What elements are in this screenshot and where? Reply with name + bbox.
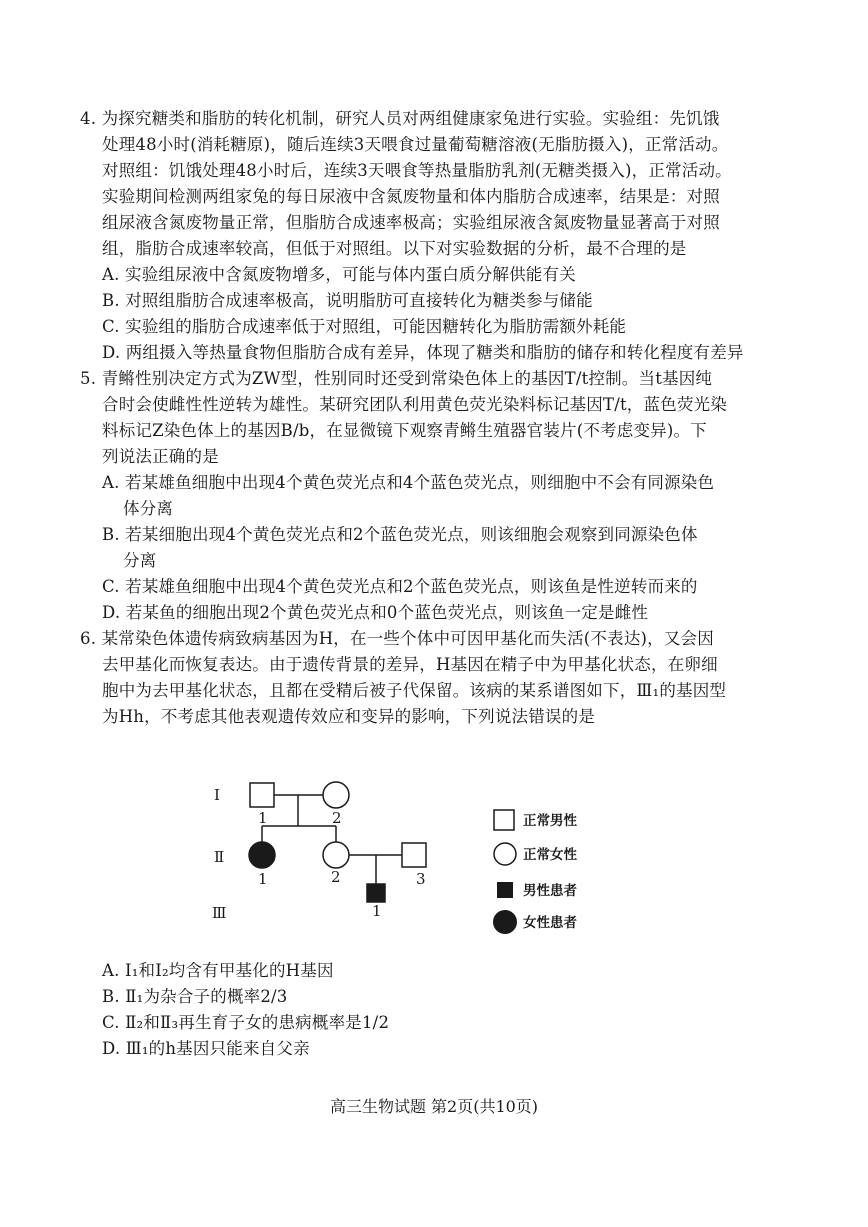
legend-normal-male-icon [494,810,514,830]
q5-option-d: D. 若某鱼的细胞出现2个黄色荧光点和0个蓝色荧光点，则该鱼一定是雌性 [102,603,649,622]
q6-line-4: 为Hh，不考虑其他表观遗传效应和变异的影响，下列说法错误的是 [102,707,596,726]
individual-i2-circle [323,782,349,808]
q4-line-6: 组，脂肪合成速率较高，但低于对照组。以下对实验数据的分析，最不合理的是 [102,239,687,258]
q4-line-4: 实验期间检测两组家兔的每日尿液中含氮废物量和体内脂肪合成速率，结果是：对照 [102,187,720,206]
q4-line-1: 4. 为探究糖类和脂肪的转化机制，研究人员对两组健康家兔进行实验。实验组：先饥饿 [80,109,720,128]
generation-label-iii: Ⅲ [212,904,227,922]
q4-line-3: 对照组：饥饿处理48小时后，连续3天喂食等热量脂肪乳剂(无糖类摄入)，正常活动。 [102,161,732,180]
q5-line-3: 料标记Z染色体上的基因B/b，在显微镜下观察青鳉生殖器官装片(不考虑变异)。下 [102,421,707,440]
q5-option-b-cont: 分离 [123,551,157,570]
legend-affected-male-icon [497,882,513,898]
q6-line-1: 6. 某常染色体遗传病致病基因为H，在一些个体中可因甲基化而失活(不表达)，又会因 [80,629,714,648]
q6-option-d: D. Ⅲ₁的h基因只能来自父亲 [102,1039,310,1058]
q6-line-2: 去甲基化而恢复表达。由于遗传背景的差异，H基因在精子中为甲基化状态，在卵细 [102,655,718,674]
q5-option-a: A. 若某雄鱼细胞中出现4个黄色荧光点和4个蓝色荧光点，则细胞中不会有同源染色 [102,473,715,492]
q6-option-a: A. Ⅰ₁和Ⅰ₂均含有甲基化的H基因 [102,961,334,980]
q4-option-a: A. 实验组尿液中含氮废物增多，可能与体内蛋白质分解供能有关 [102,265,576,284]
individual-ii3-square [402,843,426,867]
label-ii2: 2 [331,868,341,886]
label-i2: 2 [332,809,342,827]
legend-normal-female-icon [494,843,516,865]
label-ii1: 1 [258,870,268,888]
q5-line-1: 5. 青鳉性别决定方式为ZW型，性别同时还受到常染色体上的基因T/t控制。当t基因纯 [80,369,713,388]
individual-iii1-square-affected [367,884,385,902]
q4-line-5: 组尿液含氮废物量正常，但脂肪合成速率极高；实验组尿液含氮废物量显著高于对照 [102,213,720,232]
q4-option-b: B. 对照组脂肪合成速率极高，说明脂肪可直接转化为糖类参与储能 [102,291,593,310]
legend-normal-male-label: 正常男性 [523,813,577,829]
q4-option-d: D. 两组摄入等热量食物但脂肪合成有差异，体现了糖类和脂肪的储存和转化程度有差异 [102,343,744,362]
page-footer: 高三生物试题 第2页(共10页) [329,1097,539,1116]
q6-line-3: 胞中为去甲基化状态，且都在受精后被子代保留。该病的某系谱图如下，Ⅲ₁的基因型 [102,681,727,700]
q6-option-b: B. Ⅱ₁为杂合子的概率2/3 [102,987,288,1006]
q5-option-c: C. 若某雄鱼细胞中出现4个黄色荧光点和2个蓝色荧光点，则该鱼是性逆转而来的 [102,577,698,596]
generation-label-i: Ⅰ [214,786,220,804]
individual-ii2-circle [323,842,349,868]
q5-line-4: 列说法正确的是 [102,447,219,466]
q4-option-c: C. 实验组的脂肪合成速率低于对照组，可能因糖转化为脂肪需额外耗能 [102,317,627,336]
legend-affected-male-label: 男性患者 [523,883,577,899]
pedigree-diagram [200,772,620,942]
legend-normal-female-label: 正常女性 [523,847,577,863]
q6-option-c: C. Ⅱ₂和Ⅱ₃再生育子女的患病概率是1/2 [102,1013,390,1032]
q5-line-2: 合时会使雌性性逆转为雄性。某研究团队利用黄色荧光染料标记基因T/t，蓝色荧光染 [102,395,727,414]
label-ii3: 3 [416,870,426,888]
legend-affected-female-icon [493,910,517,934]
label-iii1: 1 [372,902,382,920]
legend-affected-female-label: 女性患者 [523,915,577,931]
label-i1: 1 [258,809,268,827]
generation-label-ii: Ⅱ [214,848,225,866]
q5-option-b: B. 若某细胞出现4个黄色荧光点和2个蓝色荧光点，则该细胞会观察到同源染色体 [102,525,698,544]
q4-line-2: 处理48小时(消耗糖原)，随后连续3天喂食过量葡萄糖溶液(无脂肪摄入)，正常活动。 [102,135,729,154]
individual-i1-square [250,783,274,807]
individual-ii1-circle-affected [249,842,275,868]
q5-option-a-cont: 体分离 [123,499,174,518]
